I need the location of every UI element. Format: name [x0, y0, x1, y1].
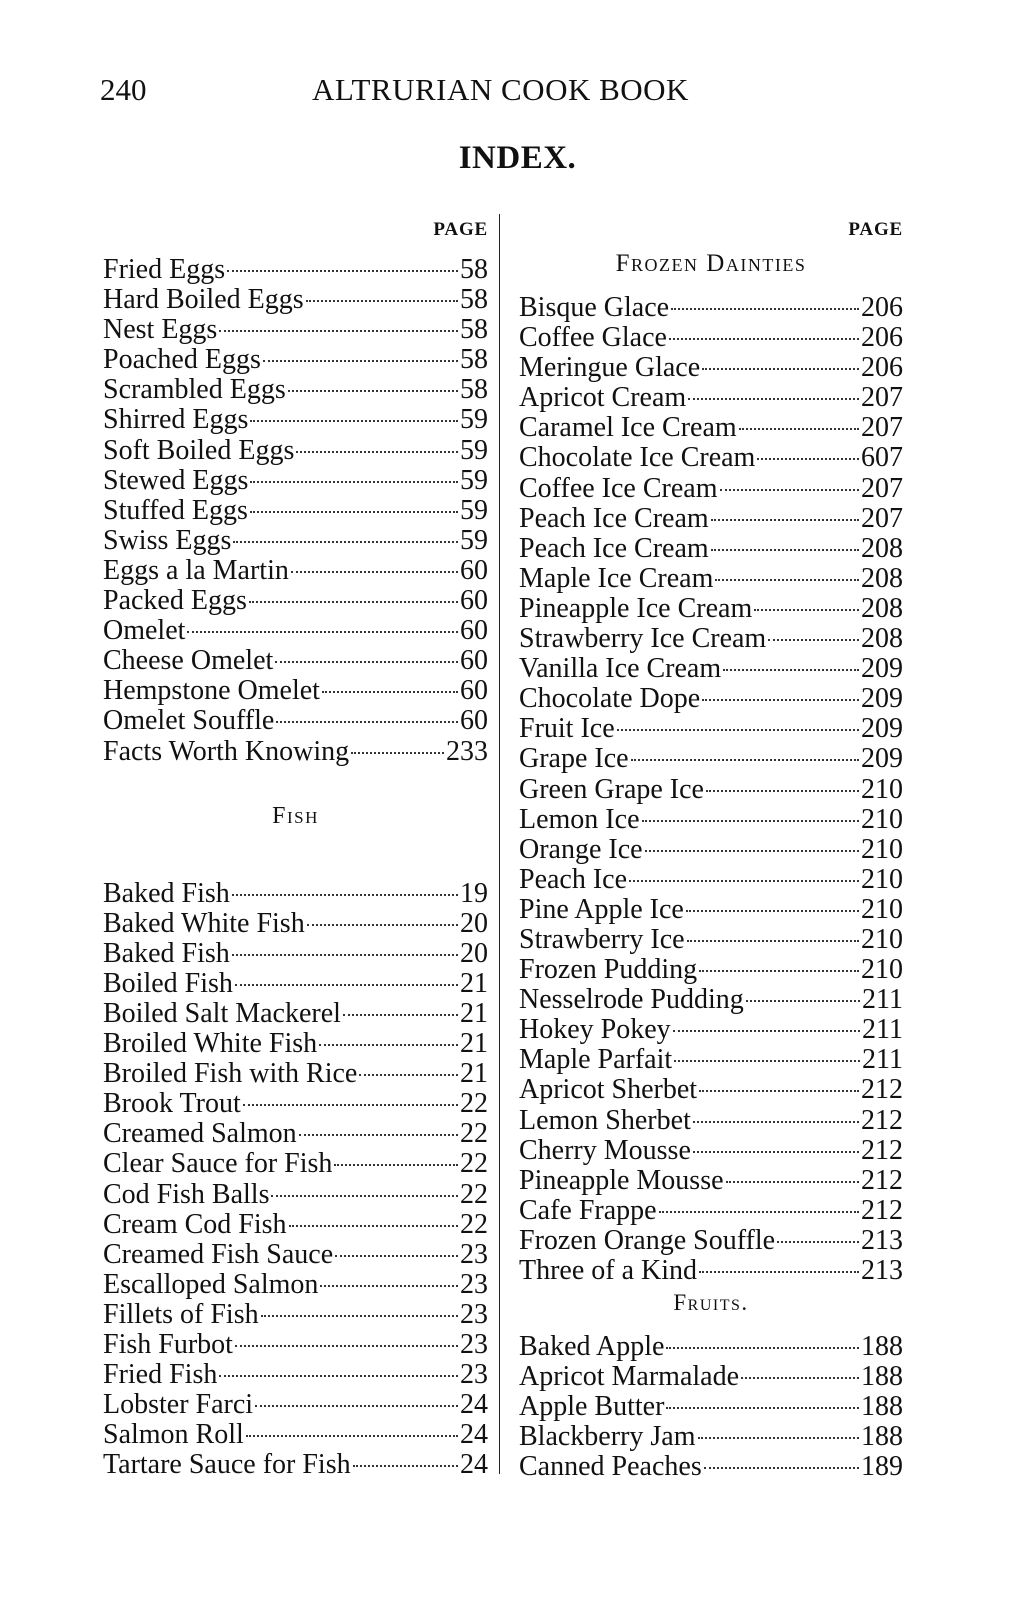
entry-page-number: 24 — [460, 1449, 488, 1481]
entry-name: Baked Fish — [103, 877, 230, 909]
entry-page-number: 207 — [861, 412, 903, 444]
entry-name: Strawberry Ice Cream — [519, 623, 767, 655]
entry-page-number: 59 — [460, 494, 488, 526]
entry-name: Orange Ice — [519, 833, 643, 865]
page-column-label: PAGE — [433, 219, 488, 240]
entry-page-number: 210 — [861, 773, 903, 805]
dot-leader — [768, 617, 859, 647]
dot-leader — [299, 1112, 458, 1142]
entry-name: Chocolate Ice Cream — [519, 442, 756, 474]
entry-name: Peach Ice — [519, 863, 628, 895]
entry-name: Peach Ice Cream — [519, 532, 709, 564]
entry-page-number: 213 — [861, 1255, 903, 1286]
dot-leader — [353, 1443, 458, 1473]
entry-name: Meringue Glace — [519, 352, 701, 384]
dot-leader — [263, 338, 458, 368]
dot-leader — [289, 1203, 458, 1233]
dot-leader — [334, 1142, 458, 1172]
entry-page-number: 188 — [861, 1421, 903, 1453]
entry-page-number: 211 — [862, 984, 903, 1016]
entry-page-number: 58 — [460, 314, 488, 346]
entry-page-number: 210 — [861, 863, 903, 895]
entry-page-number: 22 — [460, 1148, 488, 1180]
entry-page-number: 211 — [862, 1014, 903, 1046]
dot-leader — [739, 406, 859, 436]
entry-name: Blackberry Jam — [519, 1421, 696, 1453]
entry-page-number: 212 — [861, 1104, 903, 1136]
entry-name: Creamed Salmon — [103, 1118, 297, 1150]
entry-name: Cod Fish Balls — [103, 1178, 270, 1210]
entry-page-number: 23 — [460, 1329, 488, 1360]
entry-page-number: 24 — [460, 1419, 488, 1451]
entry-page-number: 211 — [862, 1044, 903, 1076]
entry-page-number: 60 — [460, 705, 488, 737]
entry-name: Cheese Omelet — [103, 645, 274, 677]
entry-page-number: 21 — [460, 1058, 488, 1090]
entry-page-number: 21 — [460, 1028, 488, 1060]
entry-page-number: 207 — [861, 502, 903, 534]
entry-page-number: 22 — [460, 1088, 488, 1120]
section-heading-frozen-dainties: Frozen Dainties — [615, 250, 807, 277]
entry-page-number: 22 — [460, 1208, 488, 1240]
entry-page-number: 188 — [861, 1331, 903, 1363]
entry-name: Omelet — [103, 615, 186, 647]
entry-name: Clear Sauce for Fish — [103, 1148, 333, 1180]
entry-name: Hempstone Omelet — [103, 675, 320, 707]
entry-page-number: 22 — [460, 1178, 488, 1210]
entry-page-number: 209 — [861, 683, 903, 715]
entry-page-number: 60 — [460, 675, 488, 707]
dot-leader — [249, 579, 458, 609]
entry-page-number: 20 — [460, 937, 488, 969]
entry-page-number: 210 — [861, 833, 903, 865]
entry-name: Lemon Ice — [519, 803, 640, 835]
entry-name: Escalloped Salmon — [103, 1268, 319, 1300]
entry-name: Caramel Ice Cream — [519, 412, 737, 444]
dot-leader — [219, 1353, 458, 1383]
entry-name: Fried Eggs — [103, 254, 226, 285]
entry-page-number: 209 — [861, 743, 903, 775]
running-head — [100, 72, 920, 112]
dot-leader — [271, 1173, 458, 1203]
entry-page-number: 20 — [460, 907, 488, 939]
fish-list — [103, 872, 488, 1481]
entry-name: Facts Worth Knowing — [103, 735, 350, 767]
dot-leader — [702, 677, 859, 707]
entry-name: Apricot Sherbet — [519, 1074, 698, 1106]
dot-leader — [246, 1413, 458, 1443]
entry-name: Cafe Frappe — [519, 1194, 657, 1226]
entry-page-number: 60 — [460, 615, 488, 647]
dot-leader — [617, 707, 859, 737]
entry-name: Stewed Eggs — [103, 464, 249, 496]
entry-page-number: 22 — [460, 1118, 488, 1150]
dot-leader — [255, 1383, 458, 1413]
dot-leader — [741, 1355, 859, 1385]
entry-name: Soft Boiled Eggs — [103, 434, 295, 466]
dot-leader — [693, 1099, 859, 1129]
entry-page-number: 23 — [460, 1268, 488, 1300]
entry-name: Shirred Eggs — [103, 404, 249, 436]
entry-name: Bisque Glace — [519, 292, 670, 323]
entry-name: Scrambled Eggs — [103, 374, 286, 406]
entry-page-number: 58 — [460, 344, 488, 376]
dot-leader — [687, 918, 859, 948]
dot-leader — [631, 737, 859, 767]
dot-leader — [777, 1219, 859, 1249]
index-entry — [103, 248, 488, 285]
dot-leader — [250, 489, 458, 519]
dot-leader — [746, 978, 860, 1008]
dot-leader — [666, 1325, 859, 1355]
dot-leader — [669, 316, 859, 346]
entry-page-number: 209 — [861, 653, 903, 685]
entry-page-number: 208 — [861, 562, 903, 594]
entry-name: Frozen Orange Souffle — [519, 1224, 776, 1256]
entry-page-number: 188 — [861, 1391, 903, 1423]
entry-name: Tartare Sauce for Fish — [103, 1449, 351, 1481]
dot-leader — [235, 1323, 458, 1353]
dot-leader — [233, 519, 458, 549]
entry-page-number: 207 — [861, 472, 903, 504]
dot-leader — [291, 549, 458, 579]
entry-page-number: 59 — [460, 404, 488, 436]
dot-leader — [307, 902, 458, 932]
entry-name: Canned Peaches — [519, 1451, 702, 1483]
entry-name: Poached Eggs — [103, 344, 261, 376]
dot-leader — [275, 639, 458, 669]
dot-leader — [227, 248, 458, 278]
dot-leader — [250, 459, 458, 489]
dot-leader — [187, 609, 458, 639]
entry-page-number: 60 — [460, 554, 488, 586]
entry-name: Maple Parfait — [519, 1044, 673, 1076]
entry-page-number: 60 — [460, 585, 488, 617]
dot-leader — [319, 1022, 458, 1052]
dot-leader — [232, 872, 458, 902]
entry-page-number: 212 — [861, 1074, 903, 1106]
dot-leader — [754, 587, 859, 617]
entry-page-number: 23 — [460, 1238, 488, 1270]
frozen-dainties-list — [519, 286, 903, 1286]
section-heading-fish: Fish — [272, 802, 319, 829]
entry-name: Creamed Fish Sauce — [103, 1238, 334, 1270]
entry-name: Lemon Sherbet — [519, 1104, 691, 1136]
entry-name: Fillets of Fish — [103, 1298, 259, 1330]
entry-name: Cherry Mousse — [519, 1134, 691, 1166]
eggs-list — [103, 248, 488, 767]
dot-leader — [674, 1038, 860, 1068]
entry-name: Three of a Kind — [519, 1255, 698, 1286]
dot-leader — [351, 730, 444, 760]
dot-leader — [306, 278, 458, 308]
entry-page-number: 58 — [460, 374, 488, 406]
index-entry — [519, 286, 903, 323]
entry-page-number: 208 — [861, 592, 903, 624]
right-column — [519, 212, 903, 1483]
entry-name: Cream Cod Fish — [103, 1208, 287, 1240]
dot-leader — [720, 467, 860, 497]
entry-page-number: 189 — [861, 1451, 903, 1483]
entry-page-number: 206 — [861, 352, 903, 384]
book-title: ALTRURIAN COOK BOOK — [312, 72, 689, 107]
entry-page-number: 59 — [460, 524, 488, 556]
dot-leader — [335, 1233, 458, 1263]
dot-leader — [671, 286, 859, 316]
entry-page-number: 59 — [460, 464, 488, 496]
entry-page-number: 21 — [460, 997, 488, 1029]
entry-name: Boiled Fish — [103, 967, 233, 999]
dot-leader — [243, 1082, 458, 1112]
entry-page-number: 208 — [861, 532, 903, 564]
entry-name: Apple Butter — [519, 1391, 665, 1423]
entry-name: Omelet Souffle — [103, 705, 275, 737]
page-number: 240 — [100, 72, 147, 107]
entry-page-number: 21 — [460, 967, 488, 999]
dot-leader — [726, 1159, 859, 1189]
entry-page-number: 58 — [460, 284, 488, 316]
dot-leader — [322, 669, 458, 699]
entry-page-number: 206 — [861, 292, 903, 323]
entry-page-number: 207 — [861, 382, 903, 414]
entry-name: Broiled White Fish — [103, 1028, 318, 1060]
entry-page-number: 210 — [861, 803, 903, 835]
dot-leader — [320, 1263, 458, 1293]
entry-name: Lobster Farci — [103, 1389, 254, 1421]
dot-leader — [723, 647, 859, 677]
dot-leader — [261, 1293, 458, 1323]
dot-leader — [642, 798, 860, 828]
dot-leader — [296, 429, 458, 459]
entry-page-number: 206 — [861, 322, 903, 354]
dot-leader — [711, 527, 859, 557]
entry-name: Nesselrode Pudding — [519, 984, 744, 1016]
entry-page-number: 212 — [861, 1194, 903, 1226]
dot-leader — [693, 1129, 859, 1159]
entry-page-number: 212 — [861, 1134, 903, 1166]
entry-page-number: 210 — [861, 923, 903, 955]
entry-page-number: 210 — [861, 954, 903, 986]
dot-leader — [343, 992, 458, 1022]
dot-leader — [645, 828, 859, 858]
dot-leader — [757, 436, 859, 466]
dot-leader — [698, 1415, 860, 1445]
entry-name: Stuffed Eggs — [103, 494, 248, 526]
entry-name: Fish Furbot — [103, 1329, 233, 1360]
entry-page-number: 23 — [460, 1298, 488, 1330]
dot-leader — [686, 888, 859, 918]
entry-name: Chocolate Dope — [519, 683, 701, 715]
entry-page-number: 19 — [460, 877, 488, 909]
entry-name: Baked Fish — [103, 937, 230, 969]
dot-leader — [219, 308, 458, 338]
entry-name: Strawberry Ice — [519, 923, 685, 955]
entry-name: Packed Eggs — [103, 585, 247, 617]
left-column — [103, 212, 488, 1481]
dot-leader — [715, 557, 859, 587]
fruits-list — [519, 1325, 903, 1483]
page-column-label: PAGE — [848, 219, 903, 240]
entry-name: Fruit Ice — [519, 713, 615, 745]
dot-leader — [250, 398, 458, 428]
entry-name: Baked White Fish — [103, 907, 305, 939]
entry-page-number: 208 — [861, 623, 903, 655]
dot-leader — [699, 1249, 859, 1279]
entry-name: Nest Eggs — [103, 314, 218, 346]
index-entry — [519, 1325, 903, 1363]
entry-name: Peach Ice Cream — [519, 502, 709, 534]
entry-page-number: 212 — [861, 1164, 903, 1196]
entry-page-number: 233 — [446, 735, 488, 767]
dot-leader — [699, 948, 859, 978]
entry-name: Pineapple Mousse — [519, 1164, 724, 1196]
dot-leader — [288, 368, 458, 398]
dot-leader — [235, 962, 458, 992]
section-heading-fruits: Fruits. — [673, 1290, 749, 1316]
entry-name: Hard Boiled Eggs — [103, 284, 304, 316]
entry-page-number: 607 — [861, 442, 903, 474]
column-divider — [499, 214, 500, 1474]
entry-name: Pine Apple Ice — [519, 893, 684, 925]
entry-name: Apricot Marmalade — [519, 1361, 740, 1393]
entry-page-number: 210 — [861, 893, 903, 925]
entry-page-number: 59 — [460, 434, 488, 466]
entry-name: Baked Apple — [519, 1331, 665, 1363]
dot-leader — [711, 497, 859, 527]
entry-page-number: 60 — [460, 645, 488, 677]
dot-leader — [659, 1189, 859, 1219]
entry-name: Green Grape Ice — [519, 773, 704, 805]
dot-leader — [359, 1052, 458, 1082]
entry-page-number: 24 — [460, 1389, 488, 1421]
dot-leader — [688, 376, 859, 406]
entry-name: Apricot Cream — [519, 382, 687, 414]
entry-name: Salmon Roll — [103, 1419, 244, 1451]
entry-name: Coffee Ice Cream — [519, 472, 718, 504]
index-title: INDEX. — [458, 140, 577, 176]
index-entry — [103, 872, 488, 909]
entry-page-number: 213 — [861, 1224, 903, 1256]
entry-name: Broiled Fish with Rice — [103, 1058, 358, 1090]
dot-leader — [706, 768, 859, 798]
entry-name: Hokey Pokey — [519, 1014, 671, 1046]
entry-name: Brook Trout — [103, 1088, 241, 1120]
entry-name: Eggs a la Martin — [103, 554, 289, 586]
dot-leader — [232, 932, 458, 962]
entry-name: Boiled Salt Mackerel — [103, 997, 341, 1029]
dot-leader — [699, 1068, 859, 1098]
entry-name: Fried Fish — [103, 1359, 218, 1391]
entry-page-number: 209 — [861, 713, 903, 745]
entry-name: Swiss Eggs — [103, 524, 232, 556]
dot-leader — [702, 346, 859, 376]
dot-leader — [276, 699, 458, 729]
entry-name: Vanilla Ice Cream — [519, 653, 722, 685]
entry-page-number: 23 — [460, 1359, 488, 1391]
entry-name: Coffee Glace — [519, 322, 667, 354]
dot-leader — [666, 1385, 859, 1415]
dot-leader — [704, 1445, 859, 1475]
entry-page-number: 188 — [861, 1361, 903, 1393]
entry-name: Frozen Pudding — [519, 954, 698, 986]
entry-name: Maple Ice Cream — [519, 562, 714, 594]
entry-page-number: 58 — [460, 254, 488, 285]
dot-leader — [673, 1008, 860, 1038]
entry-name: Pineapple Ice Cream — [519, 592, 753, 624]
entry-name: Grape Ice — [519, 743, 629, 775]
dot-leader — [629, 858, 859, 888]
